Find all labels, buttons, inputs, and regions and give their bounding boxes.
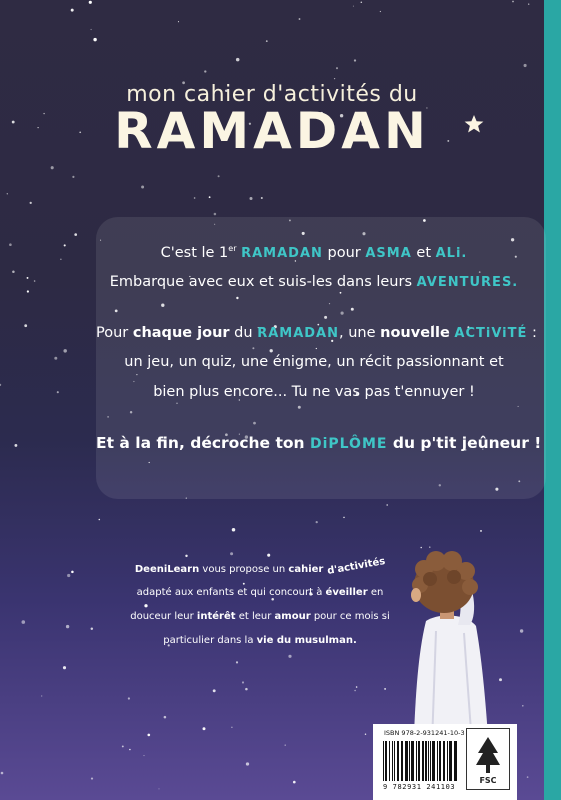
- publisher-line-2: adapté aux enfants et qui concourt à éveiller en: [136, 587, 384, 598]
- svg-text:FSC: FSC: [479, 776, 497, 785]
- star-dot: [91, 628, 93, 630]
- star-dot: [93, 38, 96, 41]
- publisher-line-4: particulier dans la vie du musulman.: [163, 635, 357, 646]
- star-dot: [203, 727, 206, 730]
- star-dot: [236, 661, 238, 663]
- star-dot: [356, 686, 358, 688]
- star-dot: [214, 213, 217, 216]
- blurb-line-6: Et à la fin, décroche ton DiPLÔME du p'tit jeûneur !: [96, 434, 542, 452]
- star-dot: [299, 18, 301, 20]
- star-dot: [242, 681, 244, 683]
- star-dot: [271, 598, 274, 601]
- star-dot: [232, 528, 236, 532]
- barcode-bar: [394, 741, 395, 781]
- barcode-bar: [405, 741, 408, 781]
- star-dot: [72, 176, 74, 178]
- star-dot: [243, 583, 245, 585]
- star-dot: [27, 290, 29, 292]
- star-dot: [527, 776, 529, 778]
- star-dot: [164, 716, 167, 719]
- star-dot: [99, 519, 101, 521]
- star-dot: [245, 688, 248, 691]
- star-dot: [71, 9, 74, 12]
- star-dot: [354, 690, 356, 692]
- star-dot: [285, 744, 286, 745]
- star-dot: [147, 734, 150, 737]
- star-dot: [129, 749, 131, 751]
- barcode-number: 9 782931 241103: [383, 783, 456, 791]
- star-dot: [24, 324, 27, 327]
- star-dot: [266, 40, 268, 42]
- highlight-ali: ALi.: [435, 245, 468, 261]
- star-dot: [122, 745, 124, 747]
- barcode-bar: [409, 741, 410, 781]
- star-dot: [27, 277, 29, 279]
- star-dot: [158, 788, 159, 789]
- star-dot: [386, 504, 388, 506]
- blurb-line-2: Embarque avec eux et suis-les dans leurs AVENTURES.: [109, 274, 519, 290]
- star-dot: [1, 772, 4, 775]
- highlight-asma: ASMA: [365, 245, 412, 261]
- blurb-line-5: bien plus encore... Tu ne vas pas t'ennuyer !: [153, 384, 475, 400]
- star-dot: [144, 604, 147, 607]
- star-dot: [524, 64, 527, 67]
- star-dot: [288, 655, 291, 658]
- star-dot: [14, 444, 17, 447]
- cover-subtitle: mon cahier d'activités du: [126, 82, 418, 107]
- star-dot: [246, 762, 249, 765]
- star-dot: [63, 666, 66, 669]
- star-dot: [336, 67, 338, 69]
- star-dot: [353, 6, 354, 7]
- barcode-bar: [443, 741, 445, 781]
- star-dot: [71, 571, 74, 574]
- star-dot: [60, 259, 61, 260]
- star-dot: [0, 384, 1, 386]
- star-dot: [67, 574, 70, 577]
- barcode-bar: [418, 741, 420, 781]
- star-dot: [90, 29, 91, 30]
- barcode-bar: [411, 741, 414, 781]
- star-dot: [354, 59, 356, 61]
- highlight-ramadan: RAMADAN: [241, 245, 323, 261]
- star-dot: [384, 688, 386, 690]
- barcode-bar: [432, 741, 435, 781]
- barcode-icon: [382, 741, 460, 783]
- publisher-line-3: douceur leur intérêt et leur amour pour ce mois si: [130, 611, 390, 622]
- highlight-ramadan-2: RAMADAN: [257, 326, 339, 341]
- cover-title: RAMADAN: [114, 102, 430, 160]
- star-dot: [51, 166, 54, 169]
- star-dot: [7, 193, 8, 194]
- star-dot: [9, 243, 12, 246]
- blurb-line-3: Pour chaque jour du RAMADAN, une nouvelle ACTiViTÉ :: [96, 325, 537, 341]
- barcode-bar: [385, 741, 387, 781]
- star-dot: [261, 197, 263, 199]
- star-dot: [57, 391, 59, 393]
- star-dot: [66, 625, 69, 628]
- barcode-bar: [389, 741, 390, 781]
- spine-stripe: [544, 0, 561, 800]
- star-dot: [185, 555, 187, 557]
- barcode-bar: [437, 741, 438, 781]
- blurb-line-1: C'est le 1er RAMADAN pour ASMA et ALi.: [160, 244, 468, 261]
- star-dot: [230, 552, 233, 555]
- barcode-bar: [422, 741, 424, 781]
- star-dot: [141, 186, 144, 189]
- star-dot: [209, 196, 211, 198]
- highlight-activite: ACTiViTÉ: [454, 326, 528, 341]
- star-dot: [520, 629, 523, 632]
- star-dot: [64, 244, 66, 246]
- barcode-bar: [425, 741, 427, 781]
- highlight-diplome: DiPLÔME: [309, 436, 388, 452]
- star-dot: [522, 705, 524, 707]
- star-dot: [41, 695, 42, 696]
- star-dot: [343, 517, 345, 519]
- barcode-bar: [439, 741, 441, 781]
- star-icon: [464, 114, 484, 134]
- star-dot: [231, 727, 232, 728]
- barcode-bar: [416, 741, 417, 781]
- highlight-aventures: AVENTURES.: [416, 275, 519, 290]
- star-dot: [143, 755, 144, 756]
- star-dot: [89, 1, 92, 4]
- fsc-logo-icon: [466, 728, 510, 790]
- star-dot: [54, 357, 57, 360]
- publisher-line-1: DeeniLearn vous propose un cahier d'activités: [134, 555, 386, 578]
- star-dot: [204, 70, 206, 72]
- barcode-bar: [428, 741, 429, 781]
- star-dot: [293, 781, 296, 784]
- star-dot: [218, 175, 220, 177]
- barcode-bar: [454, 741, 457, 781]
- barcode-bar: [447, 741, 448, 781]
- star-dot: [194, 197, 196, 199]
- star-dot: [361, 2, 363, 4]
- barcode-bar: [383, 741, 384, 781]
- star-dot: [316, 521, 318, 523]
- star-dot: [236, 58, 240, 62]
- star-dot: [334, 78, 335, 79]
- barcode-bar: [401, 741, 403, 781]
- star-dot: [34, 280, 36, 282]
- star-dot: [91, 778, 93, 780]
- star-dot: [249, 197, 252, 200]
- barcode-bar: [430, 741, 431, 781]
- barcode-bar: [397, 741, 399, 781]
- blurb-line-4: un jeu, un quiz, une énigme, un récit passionnant et: [124, 354, 504, 370]
- star-dot: [22, 620, 26, 624]
- star-dot: [267, 554, 270, 557]
- star-dot: [380, 11, 381, 12]
- barcode-bar: [392, 741, 393, 781]
- star-dot: [365, 733, 366, 734]
- star-dot: [12, 271, 15, 274]
- star-dot: [178, 21, 179, 22]
- star-dot: [128, 697, 130, 699]
- star-dot: [74, 233, 77, 236]
- barcode-bar: [449, 741, 452, 781]
- star-dot: [63, 349, 66, 352]
- star-dot: [512, 1, 514, 3]
- star-dot: [213, 689, 216, 692]
- star-dot: [30, 202, 32, 204]
- star-dot: [528, 3, 529, 4]
- isbn-text: ISBN 978-2-931241-10-3: [384, 729, 465, 737]
